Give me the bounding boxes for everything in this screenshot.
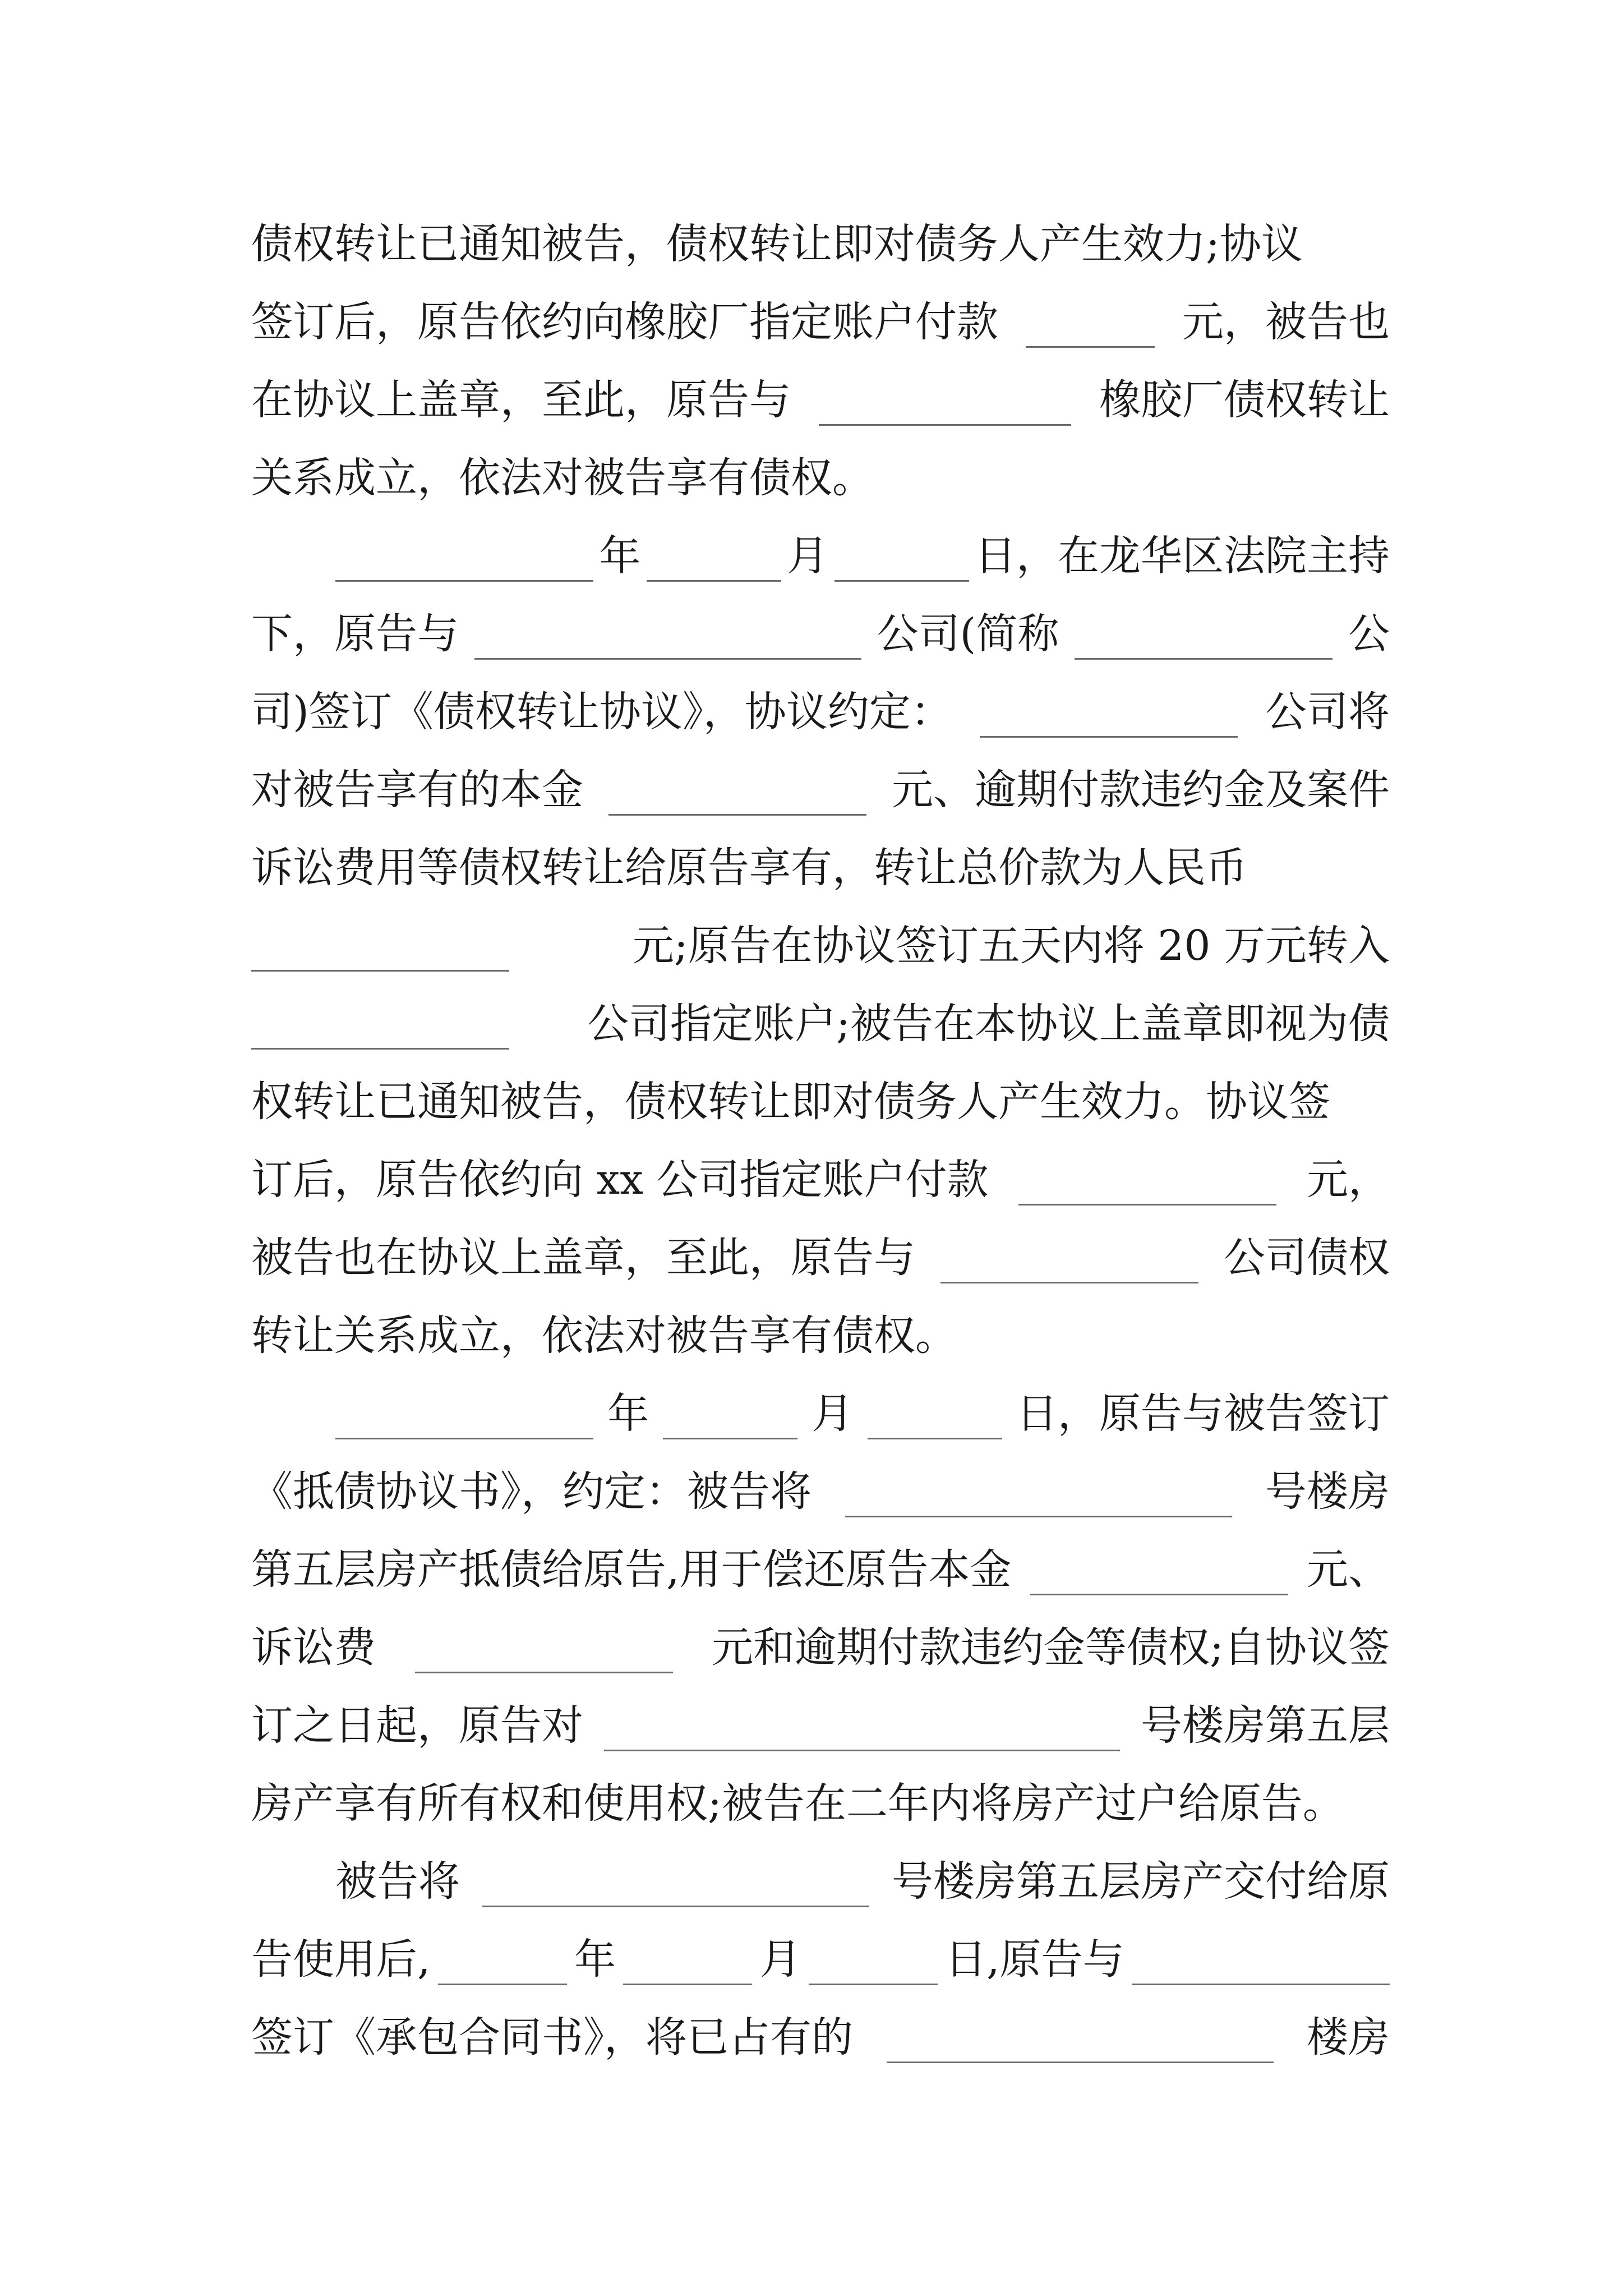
fill-blank xyxy=(819,381,1071,426)
line-text: 订后，原告依约向 xx 公司指定账户付款 xyxy=(251,1156,989,1204)
fill-blank xyxy=(1026,303,1155,348)
line-text: 日，在龙华区法院主持 xyxy=(974,532,1390,580)
line-text: 被告将 xyxy=(335,1857,460,1906)
fill-blank xyxy=(834,537,969,582)
fill-blank xyxy=(940,1239,1198,1283)
text-line xyxy=(251,1770,1390,1837)
line-text: 公司将 xyxy=(1265,688,1390,736)
line-text: 被告也在协议上盖章，至此，原告与 xyxy=(251,1234,915,1282)
text-line xyxy=(251,366,1390,434)
text-line xyxy=(251,1146,1390,1213)
fill-blank xyxy=(415,1628,673,1673)
fill-blank xyxy=(647,537,781,582)
fill-blank xyxy=(474,615,861,660)
fill-blank xyxy=(868,1395,1002,1439)
fill-blank xyxy=(980,693,1238,738)
fill-blank xyxy=(887,2018,1274,2063)
fill-blank xyxy=(623,1940,752,1985)
line-text: 月 xyxy=(759,1935,801,1984)
fill-blank xyxy=(335,1395,593,1439)
text-line xyxy=(251,1380,1390,1447)
text-line xyxy=(251,1458,1390,1525)
text-line xyxy=(251,756,1390,823)
fill-blank xyxy=(438,1940,567,1985)
text-line xyxy=(251,1224,1390,1291)
line-text: 元;原告在协议签订五天内将 20 万元转入 xyxy=(632,922,1390,970)
text-line xyxy=(251,1848,1390,1915)
line-text: 月 xyxy=(787,532,829,580)
line-text: 转让关系成立，依法对被告享有债权。 xyxy=(251,1312,957,1360)
fill-blank xyxy=(1018,1161,1276,1205)
line-text: 公司(简称 xyxy=(877,610,1059,658)
text-line xyxy=(251,990,1390,1057)
text-line xyxy=(251,1692,1390,1759)
line-text: 日，原告与被告签订 xyxy=(1016,1389,1390,1438)
text-line xyxy=(251,522,1390,590)
line-text: 月 xyxy=(811,1389,854,1438)
text-line xyxy=(251,1302,1390,1369)
line-text: 橡胶厂债权转让 xyxy=(1099,376,1390,424)
line-text: 司)签订《债权转让协议》，协议约定： xyxy=(251,688,952,736)
line-text: 号楼房 xyxy=(1265,1467,1390,1516)
line-text: 元、 xyxy=(1307,1545,1390,1594)
text-line xyxy=(251,1536,1390,1603)
text-line xyxy=(251,678,1390,746)
line-text: 元和逾期付款违约金等债权;自协议签 xyxy=(712,1623,1390,1672)
text-line xyxy=(251,1926,1390,1993)
fill-blank xyxy=(1132,1940,1390,1985)
fill-blank xyxy=(663,1395,797,1439)
text-line xyxy=(251,2004,1390,2071)
line-text: 年 xyxy=(607,1389,649,1438)
line-text: 诉讼费用等债权转让给原告享有，转让总价款为人民币 xyxy=(251,844,1247,892)
text-line xyxy=(251,210,1390,278)
line-text: 房产享有所有权和使用权;被告在二年内将房产过户给原告。 xyxy=(251,1779,1344,1828)
text-line xyxy=(251,600,1390,668)
line-text: 公司指定账户;被告在本协议上盖章即视为债 xyxy=(587,1000,1390,1048)
line-text: 年 xyxy=(574,1935,616,1984)
line-text: 元， xyxy=(1306,1156,1390,1204)
line-text: 公 xyxy=(1348,610,1390,658)
line-text: 下，原告与 xyxy=(251,610,459,658)
fill-blank xyxy=(604,1706,1120,1751)
line-text: 债权转让已通知被告，债权转让即对债务人产生效力;协议 xyxy=(251,220,1303,268)
fill-blank xyxy=(251,927,509,972)
line-text: 元、逾期付款违约金及案件 xyxy=(892,766,1390,814)
line-text: 元，被告也 xyxy=(1182,298,1390,346)
fill-blank xyxy=(335,537,593,582)
line-text: 订之日起，原告对 xyxy=(251,1701,583,1750)
fill-blank xyxy=(482,1862,869,1907)
line-text: 号楼房第五层房产交付给原 xyxy=(892,1857,1390,1906)
line-text: 年 xyxy=(599,532,641,580)
fill-blank xyxy=(1075,615,1332,660)
line-text: 诉讼费 xyxy=(251,1623,376,1672)
line-text: 日,原告与 xyxy=(945,1935,1124,1984)
text-line xyxy=(251,1614,1390,1681)
line-text: 告使用后, xyxy=(251,1935,431,1984)
text-line xyxy=(251,834,1390,901)
line-text: 对被告享有的本金 xyxy=(251,766,583,814)
line-text: 签订后，原告依约向橡胶厂指定账户付款 xyxy=(251,298,998,346)
fill-blank xyxy=(1030,1550,1288,1595)
text-line xyxy=(251,1068,1390,1135)
line-text: 第五层房产抵债给原告,用于偿还原告本金 xyxy=(251,1545,1012,1594)
text-line xyxy=(251,444,1390,512)
line-text: 公司债权 xyxy=(1224,1234,1390,1282)
fill-blank xyxy=(809,1940,938,1985)
line-text: 签订《承包合同书》，将已占有的 xyxy=(251,2013,853,2062)
fill-blank xyxy=(251,1005,509,1050)
line-text: 在协议上盖章，至此，原告与 xyxy=(251,376,791,424)
fill-blank xyxy=(845,1473,1232,1517)
text-line xyxy=(251,288,1390,356)
line-text: 权转让已通知被告，债权转让即对债务人产生效力。协议签 xyxy=(251,1078,1330,1126)
line-text: 号楼房第五层 xyxy=(1141,1701,1390,1750)
line-text: 《抵债协议书》，约定：被告将 xyxy=(251,1467,811,1516)
fill-blank xyxy=(608,771,866,816)
line-text: 楼房 xyxy=(1307,2013,1390,2062)
text-line xyxy=(251,912,1390,979)
line-text: 关系成立，依法对被告享有债权。 xyxy=(251,454,874,502)
